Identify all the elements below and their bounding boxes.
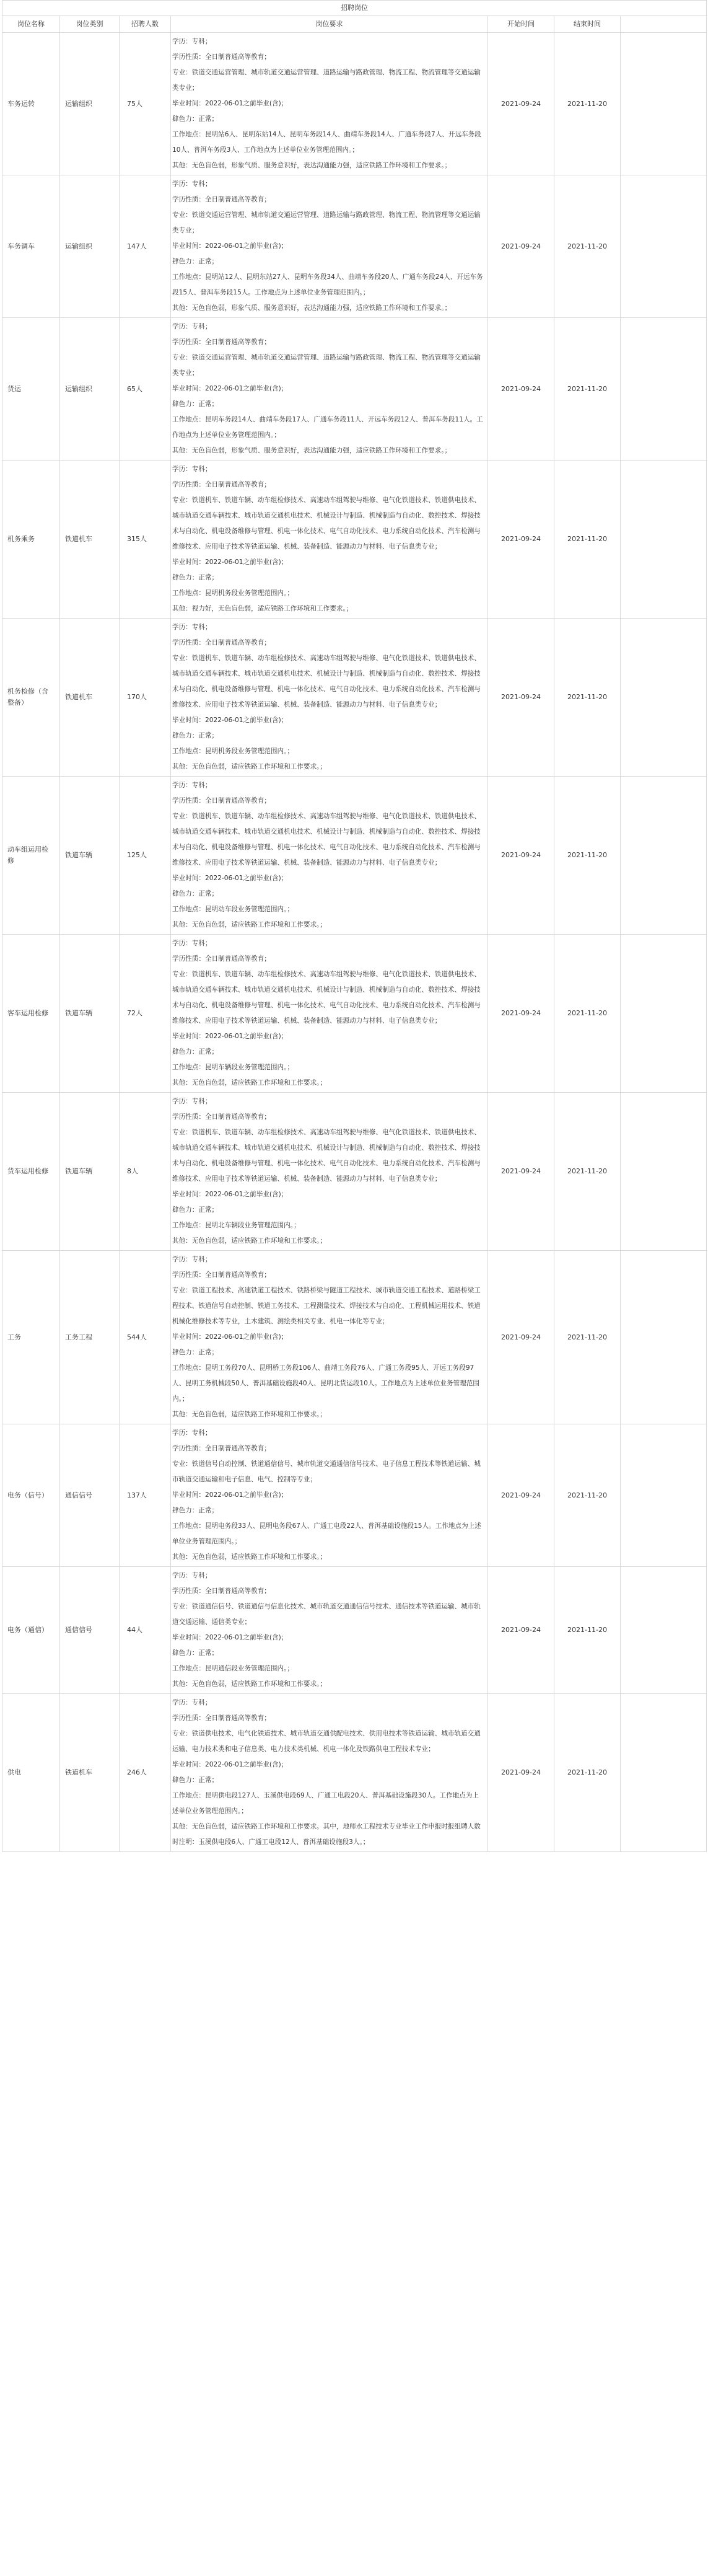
- requirement-line: 其他：无色盲色弱，适应铁路工作环境和工作要求。其中，地师水工程技术专业毕业工作申报时报组聘人数时注明：玉溪供电段6人、广通工电段12人、普洱基础设施段3人。；: [172, 1823, 481, 1846]
- position-name-cell: 车务运转: [2, 33, 60, 175]
- end-date-cell: 2021-11-20: [554, 33, 621, 175]
- requirement-line: 毕业时间：2022-06-01之前毕业(含)；: [172, 1033, 288, 1040]
- requirement-line: 专业：铁道机车、铁道车辆、动车组检修技术、高速动车组驾驶与维修、电气化铁道技术、铁道供电技术、城市轨道交通车辆技术、城市轨道交通机电技术、机械设计与制造、机械制造与自动化、数控技术、焊接技术与自动化、机电设备维修与管理、机电一体化技术、电气自动化技术、电力系统自动化技术、汽车检测与维修技术、应用电子技术等铁道运输、机械、装备制造、能源动力与材料、电子信息类专业；: [172, 971, 481, 1025]
- end-date-cell: 2021-11-20: [554, 619, 621, 777]
- requirement-line: 肄色力：正常；: [172, 115, 219, 123]
- start-date-cell: 2021-09-24: [488, 461, 554, 619]
- requirement-line: 学历：专科；: [172, 940, 212, 947]
- requirement-line: 工作地点：昆明机务段业务管理范围内。；: [172, 589, 294, 597]
- position-category-cell: 铁道车辆: [60, 777, 120, 935]
- position-name-cell: 工务: [2, 1251, 60, 1424]
- position-category-cell: 铁道机车: [60, 461, 120, 619]
- requirement-line: 学历：专科；: [172, 1098, 212, 1105]
- requirement-line: 其他：无色盲色弱，适应铁路工作环境和工作要求。；: [172, 1411, 326, 1418]
- empty-cell: [621, 461, 707, 619]
- header-row: [2, 16, 707, 33]
- requirements-cell: [171, 318, 488, 461]
- requirement-line: 毕业时间：2022-06-01之前毕业(含)；: [172, 875, 288, 882]
- requirement-line: 学历性质：全日制普通高等教育；: [172, 338, 271, 346]
- end-date-cell: 2021-11-20: [554, 175, 621, 318]
- position-name-cell: 车务调车: [2, 175, 60, 318]
- header-requirements: 岗位要求: [171, 16, 488, 33]
- requirement-line: 学历性质：全日制普通高等教育；: [172, 639, 271, 646]
- requirement-line: 专业：铁道工程技术、高速铁道工程技术、铁路桥梁与隧道工程技术、城市轨道交通工程技术、道路桥梁工程技术、铁道信号自动控制、铁道工务技术、工程测量技术、焊接技术与自动化、工程机械运用技术、铁道机械化维修技术等专业，土木建筑、测绘类相关专业、机电一体化等专业；: [172, 1287, 481, 1325]
- requirement-line: 肄色力：正常；: [172, 1206, 219, 1214]
- requirement-line: 学历：专科；: [172, 465, 212, 473]
- table-row: [2, 777, 707, 935]
- requirement-line: 学历性质：全日制普通高等教育；: [172, 1445, 271, 1452]
- requirement-line: 学历：专科；: [172, 323, 212, 330]
- requirement-line: 其他：无色盲色弱，形象气质、服务意识好，表达沟通能力强，适应铁路工作环境和工作要求。；: [172, 162, 452, 169]
- start-date-cell: 2021-09-24: [488, 777, 554, 935]
- headcount-cell: 72人: [120, 935, 171, 1093]
- empty-cell: [621, 1251, 707, 1424]
- requirements-cell: [171, 1424, 488, 1567]
- position-category-cell: 运输组织: [60, 175, 120, 318]
- requirement-line: 毕业时间：2022-06-01之前毕业(含)；: [172, 1761, 288, 1768]
- table-row: [2, 935, 707, 1093]
- requirements-cell: [171, 1567, 488, 1694]
- position-name-cell: 货运: [2, 318, 60, 461]
- requirement-line: 专业：铁道交通运营管理、城市轨道交通运营管理、道路运输与路政管理、物流工程、物流管理等交通运输类专业；: [172, 211, 481, 234]
- requirements-cell: [171, 461, 488, 619]
- requirement-line: 肄色力：正常；: [172, 1349, 219, 1356]
- start-date-cell: 2021-09-24: [488, 1424, 554, 1567]
- start-date-cell: 2021-09-24: [488, 619, 554, 777]
- requirements-cell: [171, 33, 488, 175]
- empty-cell: [621, 1694, 707, 1852]
- requirement-line: 学历性质：全日制普通高等教育；: [172, 1714, 271, 1722]
- position-name-cell: 供电: [2, 1694, 60, 1852]
- requirement-line: 肄色力：正常；: [172, 258, 219, 265]
- requirement-line: 专业：铁道通信信号、铁道通信与信息化技术、城市轨道交通通信信号技术、通信技术等铁道运输、城市轨道交通运输、通信类专业；: [172, 1603, 481, 1626]
- end-date-cell: 2021-11-20: [554, 1424, 621, 1567]
- requirement-line: 其他：无色盲色弱，适应铁路工作环境和工作要求。；: [172, 921, 326, 929]
- table-row: [2, 1694, 707, 1852]
- requirement-line: 其他：无色盲色弱，适应铁路工作环境和工作要求。；: [172, 1553, 326, 1561]
- requirement-line: 学历：专科；: [172, 180, 212, 188]
- requirement-line: 其他：视力好，无色盲色弱，适应铁路工作环境和工作要求。；: [172, 605, 353, 612]
- requirement-line: 工作地点：昆明电务段33人、昆明电务段67人、广通工电段22人、普洱基础设施段15人。工作地点为上述单位业务管理范围内。；: [172, 1522, 481, 1545]
- headcount-cell: 147人: [120, 175, 171, 318]
- headcount-cell: 544人: [120, 1251, 171, 1424]
- position-name-cell: 动车组运用检修: [2, 777, 60, 935]
- end-date-cell: 2021-11-20: [554, 777, 621, 935]
- table-row: [2, 1251, 707, 1424]
- header-position-name: 岗位名称: [2, 16, 60, 33]
- requirements-cell: [171, 1093, 488, 1251]
- start-date-cell: 2021-09-24: [488, 1093, 554, 1251]
- header-headcount: 招聘人数: [120, 16, 171, 33]
- position-category-cell: 运输组织: [60, 33, 120, 175]
- header-empty: [621, 16, 707, 33]
- requirement-line: 工作地点：昆明站6人、昆明东站14人、昆明车务段14人、曲靖车务段14人、广通车务段7人、开远车务段10人、普洱车务段3人、工作地点为上述单位业务管理范围内。；: [172, 131, 481, 154]
- requirement-line: 学历性质：全日制普通高等教育；: [172, 1271, 271, 1279]
- table-row: [2, 33, 707, 175]
- end-date-cell: 2021-11-20: [554, 461, 621, 619]
- requirements-cell: [171, 619, 488, 777]
- requirement-line: 其他：无色盲色弱，适应铁路工作环境和工作要求。；: [172, 763, 326, 770]
- empty-cell: [621, 777, 707, 935]
- requirement-line: 专业：铁道交通运营管理、城市轨道交通运营管理、道路运输与路政管理、物流工程、物流管理等交通运输类专业；: [172, 69, 481, 92]
- requirement-line: 工作地点：昆明车务段14人、曲靖车务段17人、广通车务段11人、开远车务段12人、普洱车务段11人。工作地点为上述单位业务管理范围内。；: [172, 416, 483, 439]
- empty-cell: [621, 1567, 707, 1694]
- requirement-line: 学历：专科；: [172, 782, 212, 789]
- requirement-line: 学历：专科；: [172, 1429, 212, 1437]
- requirement-line: 工作地点：昆明北车辆段业务管理范围内。；: [172, 1222, 300, 1229]
- requirement-line: 毕业时间：2022-06-01之前毕业(含)；: [172, 1333, 288, 1341]
- recruitment-table: [2, 0, 707, 1852]
- requirement-line: 工作地点：昆明机务段业务管理范围内。；: [172, 748, 294, 755]
- headcount-cell: 246人: [120, 1694, 171, 1852]
- table-caption: 招聘岗位: [2, 1, 707, 16]
- requirement-line: 工作地点：昆明通信段业务管理范围内。；: [172, 1665, 294, 1672]
- position-category-cell: 铁道机车: [60, 1694, 120, 1852]
- requirement-line: 工作地点：昆明工务段70人、昆明桥工务段106人、曲靖工务段76人、广通工务段95人、开远工务段97人、昆明工务机械段50人、普洱基础设施段40人、昆明北货运段10人。工作地点为上述单位业务管理范围内。；: [172, 1364, 479, 1403]
- requirement-line: 学历：专科；: [172, 1256, 212, 1263]
- requirement-line: 学历：专科；: [172, 1572, 212, 1579]
- requirement-line: 工作地点：昆明动车段业务管理范围内。；: [172, 906, 294, 913]
- position-category-cell: 通信信号: [60, 1424, 120, 1567]
- headcount-cell: 8人: [120, 1093, 171, 1251]
- requirements-cell: [171, 777, 488, 935]
- requirement-line: 学历性质：全日制普通高等教育；: [172, 1113, 271, 1121]
- headcount-cell: 44人: [120, 1567, 171, 1694]
- position-name-cell: 电务（信号）: [2, 1424, 60, 1567]
- requirement-line: 学历：专科；: [172, 38, 212, 45]
- header-start-date: 开始时间: [488, 16, 554, 33]
- start-date-cell: 2021-09-24: [488, 935, 554, 1093]
- requirement-line: 专业：铁道机车、铁道车辆、动车组检修技术、高速动车组驾驶与维修、电气化铁道技术、铁道供电技术、城市轨道交通车辆技术、城市轨道交通机电技术、机械设计与制造、机械制造与自动化、数控技术、焊接技术与自动化、机电设备维修与管理、机电一体化技术、电气自动化技术、电力系统自动化技术、汽车检测与维修技术、应用电子技术等铁道运输、机械、装备制造、能源动力与材料、电子信息类专业；: [172, 655, 481, 708]
- end-date-cell: 2021-11-20: [554, 1567, 621, 1694]
- empty-cell: [621, 33, 707, 175]
- requirement-line: 毕业时间：2022-06-01之前毕业(含)；: [172, 1491, 288, 1499]
- empty-cell: [621, 318, 707, 461]
- requirement-line: 其他：无色盲色弱，适应铁路工作环境和工作要求。；: [172, 1079, 326, 1087]
- requirement-line: 肄色力：正常；: [172, 1776, 219, 1784]
- requirement-line: 其他：无色盲色弱，形象气质、服务意识好，表达沟通能力强，适应铁路工作环境和工作要求。；: [172, 304, 452, 312]
- end-date-cell: 2021-11-20: [554, 1093, 621, 1251]
- requirement-line: 肄色力：正常；: [172, 1649, 219, 1657]
- headcount-cell: 315人: [120, 461, 171, 619]
- requirement-line: 专业：铁道供电技术、电气化铁道技术、城市轨道交通供配电技术、供用电技术等铁道运输、城市轨道交通运输、电力技术类和电子信息类、电力技术类机械、机电一体化及铁路供电工程技术专业；: [172, 1730, 481, 1753]
- requirement-line: 学历性质：全日制普通高等教育；: [172, 53, 271, 61]
- requirement-line: 肄色力：正常；: [172, 890, 219, 898]
- headcount-cell: 65人: [120, 318, 171, 461]
- position-category-cell: 铁道车辆: [60, 1093, 120, 1251]
- start-date-cell: 2021-09-24: [488, 1694, 554, 1852]
- table-row: [2, 619, 707, 777]
- empty-cell: [621, 175, 707, 318]
- start-date-cell: 2021-09-24: [488, 33, 554, 175]
- position-category-cell: 工务工程: [60, 1251, 120, 1424]
- headcount-cell: 125人: [120, 777, 171, 935]
- requirement-line: 毕业时间：2022-06-01之前毕业(含)；: [172, 1634, 288, 1641]
- table-row: [2, 1093, 707, 1251]
- requirement-line: 肄色力：正常；: [172, 1048, 219, 1056]
- requirement-line: 毕业时间：2022-06-01之前毕业(含)；: [172, 1191, 288, 1198]
- requirement-line: 学历：专科；: [172, 624, 212, 631]
- table-row: [2, 1424, 707, 1567]
- requirements-cell: [171, 935, 488, 1093]
- requirement-line: 毕业时间：2022-06-01之前毕业(含)；: [172, 242, 288, 250]
- position-name-cell: 机务乘务: [2, 461, 60, 619]
- requirement-line: 专业：铁道机车、铁道车辆、动车组检修技术、高速动车组驾驶与维修、电气化铁道技术、铁道供电技术、城市轨道交通车辆技术、城市轨道交通机电技术、机械设计与制造、机械制造与自动化、数控技术、焊接技术与自动化、机电设备维修与管理、机电一体化技术、电气自动化技术、电力系统自动化技术、汽车检测与维修技术、应用电子技术等铁道运输、机械、装备制造、能源动力与材料、电子信息类专业；: [172, 813, 481, 867]
- requirement-line: 毕业时间：2022-06-01之前毕业(含)；: [172, 558, 288, 566]
- requirement-line: 工作地点：昆明供电段127人、玉溪供电段69人、广通工电段20人、普洱基础设施段30人。工作地点为上述单位业务管理范围内。；: [172, 1792, 479, 1815]
- headcount-cell: 137人: [120, 1424, 171, 1567]
- position-category-cell: 铁道车辆: [60, 935, 120, 1093]
- requirement-line: 学历性质：全日制普通高等教育；: [172, 481, 271, 488]
- table-row: [2, 1567, 707, 1694]
- requirement-line: 其他：无色盲色弱，形象气质、服务意识好，表达沟通能力强，适应铁路工作环境和工作要求。；: [172, 447, 452, 454]
- requirement-line: 其他：无色盲色弱，适应铁路工作环境和工作要求。；: [172, 1680, 326, 1688]
- position-category-cell: 通信信号: [60, 1567, 120, 1694]
- requirement-line: 毕业时间：2022-06-01之前毕业(含)；: [172, 385, 288, 392]
- requirements-cell: [171, 1694, 488, 1852]
- headcount-cell: 170人: [120, 619, 171, 777]
- headcount-cell: 75人: [120, 33, 171, 175]
- requirement-line: 专业：铁道机车、铁道车辆、动车组检修技术、高速动车组驾驶与维修、电气化铁道技术、铁道供电技术、城市轨道交通车辆技术、城市轨道交通机电技术、机械设计与制造、机械制造与自动化、数控技术、焊接技术与自动化、机电设备维修与管理、机电一体化技术、电气自动化技术、电力系统自动化技术、汽车检测与维修技术、应用电子技术等铁道运输、机械、装备制造、能源动力与材料、电子信息类专业；: [172, 496, 481, 550]
- requirements-cell: [171, 1251, 488, 1424]
- requirement-line: 肄色力：正常；: [172, 574, 219, 581]
- end-date-cell: 2021-11-20: [554, 935, 621, 1093]
- start-date-cell: 2021-09-24: [488, 318, 554, 461]
- position-name-cell: 货车运用检修: [2, 1093, 60, 1251]
- end-date-cell: 2021-11-20: [554, 1694, 621, 1852]
- requirement-line: 肄色力：正常；: [172, 732, 219, 739]
- start-date-cell: 2021-09-24: [488, 175, 554, 318]
- requirement-line: 工作地点：昆明车辆段业务管理范围内。；: [172, 1064, 294, 1071]
- position-name-cell: 电务（通信）: [2, 1567, 60, 1694]
- start-date-cell: 2021-09-24: [488, 1251, 554, 1424]
- requirement-line: 学历性质：全日制普通高等教育；: [172, 196, 271, 203]
- end-date-cell: 2021-11-20: [554, 1251, 621, 1424]
- position-name-cell: 机务检修（含整备）: [2, 619, 60, 777]
- empty-cell: [621, 619, 707, 777]
- requirement-line: 专业：铁道信号自动控制、铁道通信信号、城市轨道交通通信信号技术、电子信息工程技术等铁道运输、城市轨道交通运输和电子信息、电气、控制等专业；: [172, 1460, 481, 1483]
- requirement-line: 学历性质：全日制普通高等教育；: [172, 1587, 271, 1595]
- requirement-line: 专业：铁道交通运营管理、城市轨道交通运营管理、道路运输与路政管理、物流工程、物流管理等交通运输类专业；: [172, 354, 481, 377]
- requirement-line: 毕业时间：2022-06-01之前毕业(含)；: [172, 100, 288, 107]
- empty-cell: [621, 1093, 707, 1251]
- header-position-category: 岗位类别: [60, 16, 120, 33]
- start-date-cell: 2021-09-24: [488, 1567, 554, 1694]
- position-category-cell: 铁道机车: [60, 619, 120, 777]
- table-row: [2, 175, 707, 318]
- empty-cell: [621, 1424, 707, 1567]
- requirement-line: 学历：专科；: [172, 1699, 212, 1706]
- table-row: [2, 318, 707, 461]
- header-end-date: 结束时间: [554, 16, 621, 33]
- requirement-line: 毕业时间：2022-06-01之前毕业(含)；: [172, 717, 288, 724]
- requirements-cell: [171, 175, 488, 318]
- requirement-line: 专业：铁道机车、铁道车辆、动车组检修技术、高速动车组驾驶与维修、电气化铁道技术、铁道供电技术、城市轨道交通车辆技术、城市轨道交通机电技术、机械设计与制造、机械制造与自动化、数控技术、焊接技术与自动化、机电设备维修与管理、机电一体化技术、电气自动化技术、电力系统自动化技术、汽车检测与维修技术、应用电子技术等铁道运输、机械、装备制造、能源动力与材料、电子信息类专业；: [172, 1129, 481, 1183]
- requirement-line: 学历性质：全日制普通高等教育；: [172, 955, 271, 963]
- requirement-line: 肄色力：正常；: [172, 400, 219, 408]
- requirement-line: 其他：无色盲色弱，适应铁路工作环境和工作要求。；: [172, 1237, 326, 1245]
- requirement-line: 工作地点：昆明站12人、昆明东站27人、昆明车务段34人、曲靖车务段20人、广通车务段24人、开远车务段15人、普洱车务段15人。工作地点为上述单位业务管理范围内。；: [172, 273, 483, 296]
- position-category-cell: 运输组织: [60, 318, 120, 461]
- requirement-line: 肄色力：正常；: [172, 1507, 219, 1514]
- end-date-cell: 2021-11-20: [554, 318, 621, 461]
- table-row: [2, 461, 707, 619]
- empty-cell: [621, 935, 707, 1093]
- position-name-cell: 客车运用检修: [2, 935, 60, 1093]
- requirement-line: 学历性质：全日制普通高等教育；: [172, 797, 271, 805]
